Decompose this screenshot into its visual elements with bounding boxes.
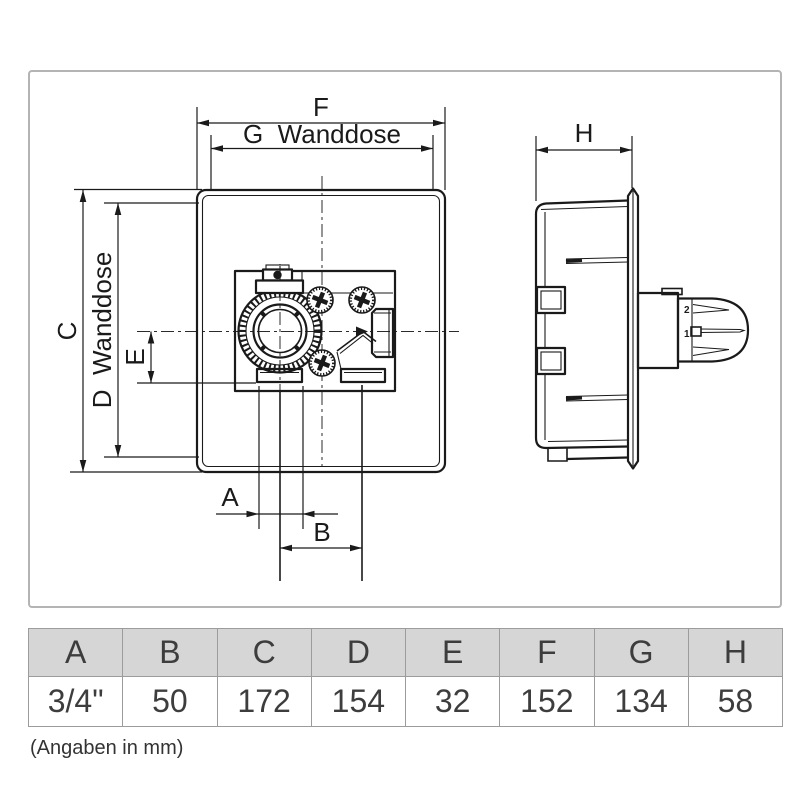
dim-col-header-b: B [123,629,217,677]
dim-value-a: 3/4" [29,677,123,727]
dim-label-a: A [221,482,239,512]
screw-bottom [309,350,335,376]
spout-mark-2: 2 [684,305,690,316]
dim-value-h: 58 [688,677,782,727]
dim-col-header-c: C [217,629,311,677]
dim-value-g: 134 [594,677,688,727]
dim-label-g: G Wanddose [242,119,402,149]
dim-value-d: 154 [311,677,405,727]
dimensions-table [28,628,783,727]
bonnet-screw [273,271,281,279]
dim-col-header-a: A [29,629,123,677]
dim-col-header-g: G [594,629,688,677]
dim-col-header-e: E [406,629,500,677]
screw-top-right [349,287,375,313]
dim-label-e: E [120,348,150,366]
dim-value-f: 152 [500,677,594,727]
dim-col-header-f: F [500,629,594,677]
table-header-row [29,629,783,677]
dim-value-b: 50 [123,677,217,727]
dim-label-c: C [52,321,82,341]
spout-mark-1: 1 [684,329,690,340]
dim-value-c: 172 [217,677,311,727]
units-note: (Angaben in mm) [30,737,184,759]
drawing-frame [29,71,781,607]
dim-value-e: 32 [406,677,500,727]
dim-col-header-h: H [688,629,782,677]
screw-top-left [307,287,333,313]
dim-label-b: B [313,517,331,547]
table-value-row [29,677,783,727]
dim-col-header-d: D [311,629,405,677]
dim-label-h: H [574,118,594,148]
dim-label-d: D Wanddose [87,251,117,409]
dim-label-f: F [313,92,329,122]
